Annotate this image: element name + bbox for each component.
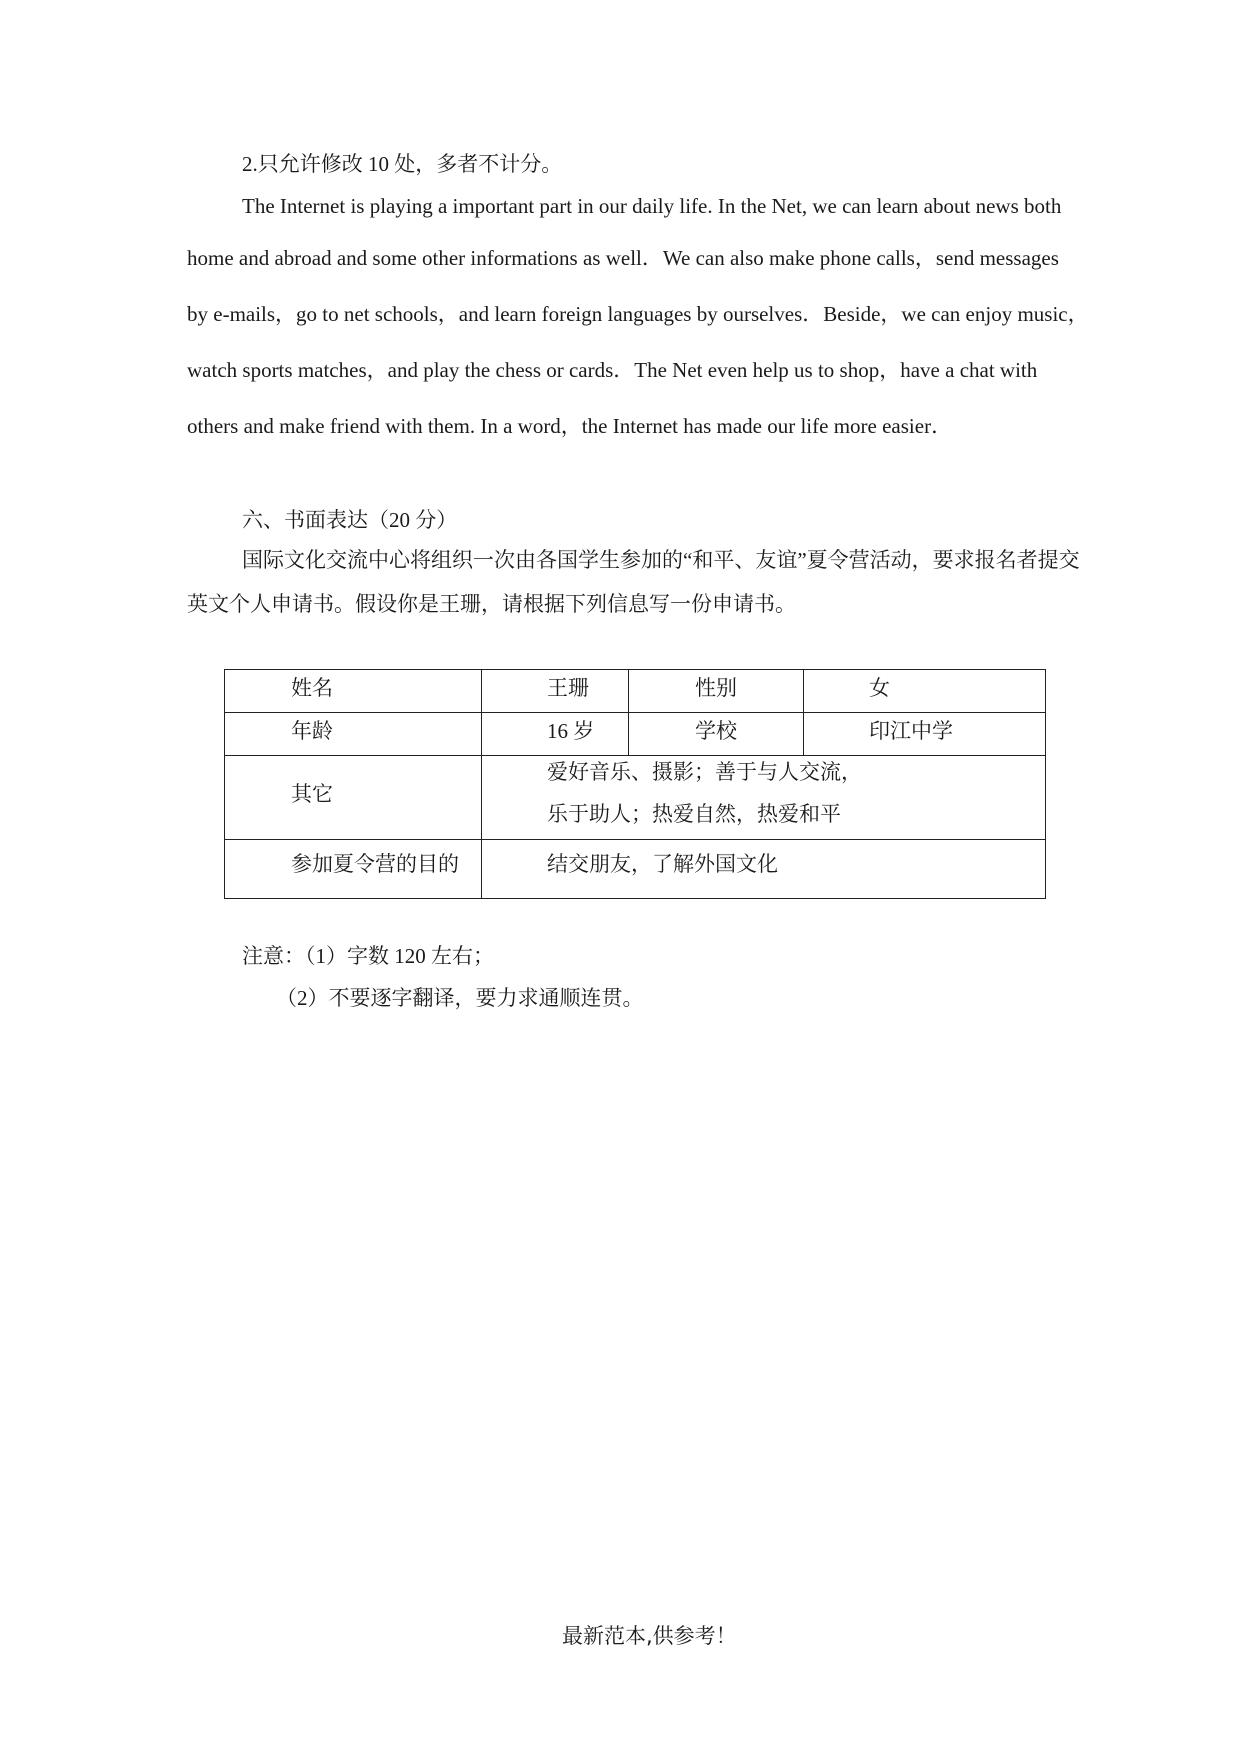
table-row [225, 670, 1046, 713]
table-row [225, 756, 1046, 840]
purpose-value: 结交朋友，了解外国文化 [547, 852, 778, 876]
table-row [225, 840, 1046, 899]
page-footer: 最新范本,供参考！ [562, 1624, 737, 1648]
school-value-cell [804, 713, 1046, 756]
task-line-2: 英文个人申请书。假设你是王珊，请根据下列信息写一份申请书。 [187, 592, 796, 616]
gender-label: 性别 [695, 676, 737, 700]
age-value: 16 岁 [547, 719, 595, 743]
other-value-cell [482, 756, 1046, 840]
age-label-cell [225, 713, 482, 756]
school-label: 学校 [695, 719, 737, 743]
passage-line-3: by e-mails，go to net schools，and learn foreign languages by ourselves．Beside，we can enjoy music， [187, 302, 1089, 326]
passage-line-2: home and abroad and some other informations as well．We can also make phone calls，send messages [187, 246, 1059, 270]
gender-label-cell [629, 670, 804, 713]
passage-line-4: watch sports matches，and play the chess or cards．The Net even help us to shop，have a chat with [187, 358, 1038, 382]
gender-value-cell [804, 670, 1046, 713]
name-label-cell [225, 670, 482, 713]
other-label: 其它 [291, 782, 333, 806]
note-line-1: 注意：（1）字数 120 左右； [242, 944, 494, 968]
section-heading: 六、书面表达（20 分） [242, 508, 458, 532]
gender-value: 女 [869, 676, 890, 700]
school-value: 印江中学 [869, 719, 953, 743]
other-value-line-1: 爱好音乐、摄影；善于与人交流， [547, 760, 862, 784]
table-row [225, 713, 1046, 756]
purpose-label: 参加夏令营的目的 [291, 852, 459, 876]
name-label: 姓名 [291, 676, 333, 700]
age-label: 年龄 [291, 719, 333, 743]
name-value-cell [482, 670, 629, 713]
name-value: 王珊 [547, 676, 589, 700]
age-value-cell [482, 713, 629, 756]
correction-rule: 2.只允许修改 10 处，多者不计分。 [242, 152, 563, 176]
purpose-value-cell [482, 840, 1046, 899]
note-line-2: （2）不要逐字翻译，要力求通顺连贯。 [276, 986, 644, 1010]
purpose-label-cell [225, 840, 482, 899]
task-line-1: 国际文化交流中心将组织一次由各国学生参加的“和平、友谊”夏令营活动，要求报名者提交 [242, 548, 1080, 572]
school-label-cell [629, 713, 804, 756]
passage-line-5: others and make friend with them. In a word，the Internet has made our life more easier． [187, 414, 953, 438]
passage-line-1: The Internet is playing a important part in our daily life. In the Net, we can learn about news both [242, 194, 1062, 218]
other-label-cell [225, 756, 482, 840]
other-value-line-2: 乐于助人；热爱自然，热爱和平 [547, 802, 841, 826]
applicant-info-table [224, 669, 1046, 899]
